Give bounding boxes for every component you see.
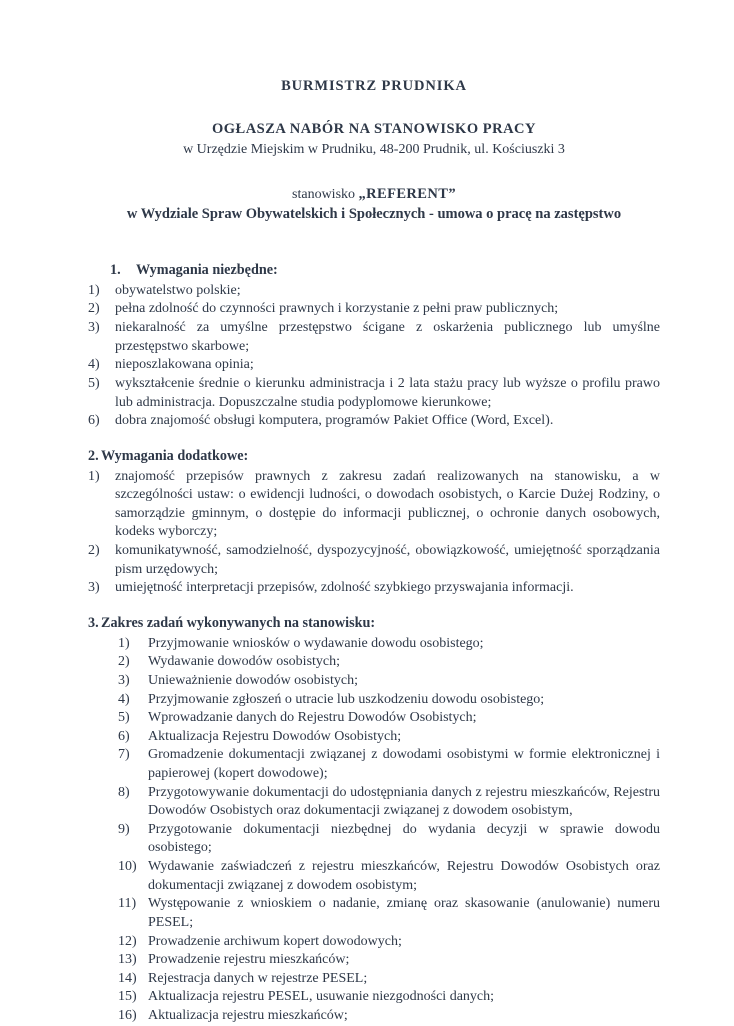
item-text: nieposzlakowana opinia; bbox=[115, 357, 254, 373]
position-prefix: stanowisko bbox=[292, 187, 359, 202]
section-requirements-additional bbox=[88, 447, 660, 598]
item-text: Wydawanie dowodów osobistych; bbox=[148, 654, 341, 670]
list-item bbox=[88, 784, 660, 821]
item-text: Występowanie z wnioskiem o nadanie, zmianę oraz skasowanie (anulowanie) numeru PESEL; bbox=[148, 896, 660, 930]
item-text: Przygotowanie dokumentacji niezbędnej do wydania decyzji w sprawie dowodu osobistego; bbox=[148, 821, 660, 856]
list-item bbox=[88, 412, 660, 431]
item-marker: 9) bbox=[118, 821, 130, 837]
section-number: 1. bbox=[110, 262, 121, 278]
item-text: Wprowadzanie danych do Rejestru Dowodów Osobistych; bbox=[148, 710, 477, 726]
section-requirements-essential bbox=[88, 261, 660, 431]
item-text: dobra znajomość obsługi komputera, programów Pakiet Office (Word, Excel). bbox=[115, 413, 554, 429]
item-text: Przygotowywanie dokumentacji do udostępniania danych z rejestru mieszkańców, Rejestru Dowodów Osobistych oraz dokumentacji związanej z dowodem osobistym, bbox=[148, 784, 660, 819]
section-heading bbox=[88, 447, 660, 466]
item-marker: 13) bbox=[118, 952, 137, 968]
list-item bbox=[88, 375, 660, 412]
list-item bbox=[88, 951, 660, 970]
item-text: Wydawanie zaświadczeń z rejestru mieszkańców, Rejestru Dowodów Osobistych oraz dokumentacji związanej z dowodem osobistym; bbox=[148, 859, 660, 893]
item-text: Gromadzenie dokumentacji związanej z dowodami osobistymi w formie elektronicznej i papierowej (kopert dowodowe); bbox=[148, 747, 660, 782]
item-marker: 5) bbox=[118, 710, 130, 726]
item-text: Aktualizacja Rejestru Dowodów Osobistych; bbox=[148, 728, 402, 744]
list-item bbox=[88, 970, 660, 989]
item-text: wykształcenie średnie o kierunku administracja i 2 lata stażu pracy lub wyższe o profilu prawo lub administracja. Dopuszczalne studia podyplomowe kierunkowe; bbox=[115, 375, 660, 410]
requirements-additional-list bbox=[88, 468, 660, 598]
authority-title: BURMISTRZ PRUDNIKA bbox=[281, 78, 467, 94]
list-item bbox=[88, 542, 660, 579]
list-item bbox=[88, 672, 660, 691]
item-text: Prowadzenie archiwum kopert dowodowych; bbox=[148, 933, 402, 949]
item-text: Prowadzenie rejestru mieszkańców; bbox=[148, 952, 350, 968]
scope-of-duties-list bbox=[88, 635, 660, 1026]
item-text: umiejętność interpretacji przepisów, zdolność szybkiego przyswajania informacji. bbox=[115, 580, 574, 596]
item-marker: 14) bbox=[118, 970, 137, 986]
section-title: Wymagania dodatkowe: bbox=[101, 447, 249, 464]
list-item bbox=[88, 821, 660, 858]
list-item bbox=[88, 579, 660, 598]
list-item bbox=[88, 300, 660, 319]
item-marker: 12) bbox=[118, 933, 137, 949]
list-item bbox=[88, 282, 660, 301]
list-item bbox=[88, 895, 660, 932]
item-marker: 7) bbox=[118, 747, 130, 763]
item-marker: 15) bbox=[118, 989, 137, 1005]
item-marker: 2) bbox=[118, 654, 130, 670]
item-text: Aktualizacja rejestru mieszkańców; bbox=[148, 1007, 348, 1023]
office-address: w Urzędzie Miejskim w Prudniku, 48-200 Prudnik, ul. Kościuszki 3 bbox=[183, 142, 565, 157]
section-number: 3. bbox=[88, 614, 99, 631]
item-marker: 1) bbox=[88, 282, 100, 298]
item-text: niekaralność za umyślne przestępstwo ścigane z oskarżenia publicznego lub umyślne przestępstwo skarbowe; bbox=[115, 320, 660, 354]
document-header bbox=[88, 78, 660, 223]
document-body bbox=[88, 261, 660, 1026]
list-item bbox=[88, 988, 660, 1007]
item-marker: 10) bbox=[118, 859, 137, 875]
item-marker: 1) bbox=[88, 468, 100, 484]
item-text: obywatelstwo polskie; bbox=[115, 282, 241, 298]
list-item bbox=[88, 653, 660, 672]
section-heading bbox=[88, 614, 660, 633]
list-item bbox=[88, 933, 660, 952]
item-text: Przyjmowanie zgłoszeń o utracie lub uszkodzeniu dowodu osobistego; bbox=[148, 691, 545, 707]
item-marker: 11) bbox=[118, 896, 137, 912]
announcement-title: OGŁASZA NABÓR NA STANOWISKO PRACY bbox=[211, 121, 536, 137]
item-marker: 8) bbox=[118, 784, 130, 800]
item-marker: 6) bbox=[88, 413, 100, 429]
item-text: pełna zdolność do czynności prawnych i korzystanie z pełni praw publicznych; bbox=[115, 301, 559, 317]
item-marker: 2) bbox=[88, 301, 100, 317]
list-item bbox=[88, 746, 660, 783]
list-item bbox=[88, 319, 660, 356]
section-number: 2. bbox=[88, 447, 99, 464]
item-marker: 16) bbox=[118, 1007, 137, 1023]
item-text: Rejestracja danych w rejestrze PESEL; bbox=[148, 970, 368, 986]
requirements-essential-list bbox=[88, 282, 660, 431]
list-item bbox=[88, 728, 660, 747]
list-item bbox=[88, 858, 660, 895]
item-marker: 4) bbox=[88, 357, 100, 373]
list-item bbox=[88, 1007, 660, 1026]
item-marker: 3) bbox=[118, 672, 130, 688]
item-marker: 6) bbox=[118, 728, 130, 744]
section-scope-of-duties bbox=[88, 614, 660, 1026]
item-marker: 4) bbox=[118, 691, 130, 707]
position-line bbox=[88, 186, 660, 203]
item-text: znajomość przepisów prawnych z zakresu zadań realizowanych na stanowisku, a w szczególności ustaw: o ewidencji ludności, o dowodach osobistych, o Karcie Dużej Rodziny, o samorządzie gminnym, o dostępie do informacji publicznej, o ochronie danych osobowych, kodeks wyborczy; bbox=[115, 468, 660, 540]
section-title: Zakres zadań wykonywanych na stanowisku: bbox=[101, 614, 376, 631]
department-line: w Wydziale Spraw Obywatelskich i Społecznych - umowa o pracę na zastępstwo bbox=[126, 206, 622, 222]
section-heading bbox=[88, 261, 660, 280]
list-item bbox=[88, 356, 660, 375]
list-item bbox=[88, 635, 660, 654]
item-marker: 1) bbox=[118, 635, 130, 651]
position-name: „REFERENT” bbox=[358, 186, 456, 202]
list-item bbox=[88, 709, 660, 728]
item-text: Unieważnienie dowodów osobistych; bbox=[148, 672, 358, 688]
section-title: Wymagania niezbędne: bbox=[136, 262, 278, 278]
item-text: Aktualizacja rejestru PESEL, usuwanie niezgodności danych; bbox=[148, 989, 495, 1005]
item-text: Przyjmowanie wniosków o wydawanie dowodu osobistego; bbox=[148, 635, 484, 651]
item-text: komunikatywność, samodzielność, dyspozycyjność, obowiązkowość, umiejętność sporządzania pism urzędowych; bbox=[115, 543, 660, 577]
item-marker: 5) bbox=[88, 375, 100, 391]
item-marker: 2) bbox=[88, 543, 100, 559]
list-item bbox=[88, 468, 660, 542]
item-marker: 3) bbox=[88, 580, 100, 596]
item-marker: 3) bbox=[88, 320, 100, 336]
list-item bbox=[88, 691, 660, 710]
